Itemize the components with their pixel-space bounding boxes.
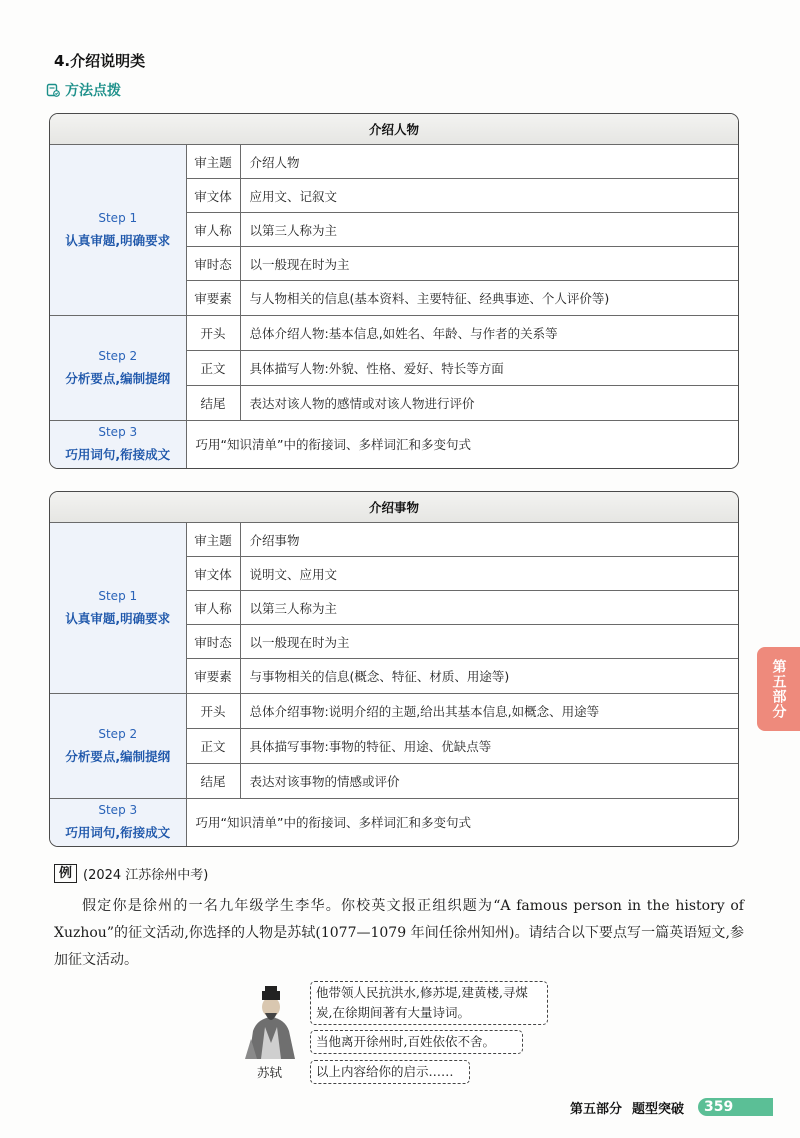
step-cell bbox=[50, 799, 186, 846]
footer-part: 第五部分 bbox=[570, 1101, 623, 1117]
row-key: 审要素 bbox=[186, 281, 240, 316]
row-key: 结尾 bbox=[186, 386, 240, 421]
row-value: 具体描写事物:事物的特征、用途、优缺点等 bbox=[240, 729, 738, 764]
step-cell bbox=[50, 316, 186, 421]
table-title: 介绍人物 bbox=[50, 114, 738, 145]
method-heading bbox=[46, 80, 121, 100]
hint-box: 当他离开徐州时,百姓依依不舍。 bbox=[310, 1030, 523, 1054]
page-footer bbox=[570, 1097, 773, 1117]
row-value: 以一般现在时为主 bbox=[240, 625, 738, 659]
su-shi-portrait bbox=[243, 983, 299, 1059]
person-intro-table bbox=[49, 113, 739, 469]
row-key: 审文体 bbox=[186, 557, 240, 591]
section-heading: 4.介绍说明类 bbox=[54, 52, 146, 70]
portrait-name: 苏轼 bbox=[257, 1065, 283, 1080]
object-intro-table bbox=[49, 491, 739, 847]
row-value: 表达对该事物的情感或评价 bbox=[240, 764, 738, 799]
row-value: 与人物相关的信息(基本资料、主要特征、经典事迹、个人评价等) bbox=[240, 281, 738, 316]
step-desc: 分析要点,编制提纲 bbox=[65, 371, 171, 386]
row-key: 正文 bbox=[186, 351, 240, 386]
step-label: Step 1 bbox=[98, 211, 138, 225]
example-tag: 例 bbox=[54, 864, 77, 883]
row-key: 结尾 bbox=[186, 764, 240, 799]
row-key: 开头 bbox=[186, 694, 240, 729]
section-side-tab[interactable]: 第五部分 bbox=[757, 647, 800, 731]
row-value: 具体描写人物:外貌、性格、爱好、特长等方面 bbox=[240, 351, 738, 386]
row-value: 以第三人称为主 bbox=[240, 213, 738, 247]
row-value: 总体介绍人物:基本信息,如姓名、年龄、与作者的关系等 bbox=[240, 316, 738, 351]
step-label: Step 2 bbox=[98, 727, 138, 741]
step-cell bbox=[50, 145, 186, 316]
row-value: 说明文、应用文 bbox=[240, 557, 738, 591]
step-desc: 分析要点,编制提纲 bbox=[65, 749, 171, 764]
row-value: 应用文、记叙文 bbox=[240, 179, 738, 213]
row-value: 以一般现在时为主 bbox=[240, 247, 738, 281]
row-value: 以第三人称为主 bbox=[240, 591, 738, 625]
row-value: 巧用“知识清单”中的衔接词、多样词汇和多变句式 bbox=[186, 421, 738, 468]
step-cell bbox=[50, 523, 186, 694]
row-key: 审文体 bbox=[186, 179, 240, 213]
row-key: 审人称 bbox=[186, 591, 240, 625]
example-prompt: 假定你是徐州的一名九年级学生李华。你校英文报正组织题为“A famous person in the history of Xuzhou”的征文活动,你选择的人物是苏轼(1077—1079 年间任徐州知州)。请结合以下要点写一篇英语短文,参加征文活动。 bbox=[54, 898, 744, 968]
row-value: 与事物相关的信息(概念、特征、材质、用途等) bbox=[240, 659, 738, 694]
example-header bbox=[54, 864, 208, 883]
step-label: Step 1 bbox=[98, 589, 138, 603]
example-source: (2024 江苏徐州中考) bbox=[83, 868, 209, 883]
row-key: 审人称 bbox=[186, 213, 240, 247]
step-label: Step 2 bbox=[98, 349, 138, 363]
row-key: 审时态 bbox=[186, 247, 240, 281]
row-key: 审时态 bbox=[186, 625, 240, 659]
step-desc: 巧用词句,衔接成文 bbox=[65, 825, 171, 841]
page-number: 359 bbox=[698, 1098, 773, 1116]
row-value: 介绍事物 bbox=[240, 523, 738, 557]
step-label: Step 3 bbox=[98, 425, 138, 440]
step-desc: 认真审题,明确要求 bbox=[65, 611, 171, 626]
row-value: 介绍人物 bbox=[240, 145, 738, 179]
row-value: 总体介绍事物:说明介绍的主题,给出其基本信息,如概念、用途等 bbox=[240, 694, 738, 729]
notepad-check-icon bbox=[46, 83, 60, 97]
hint-box: 他带领人民抗洪水,修苏堤,建黄楼,寻煤炭,在徐期间著有大量诗词。 bbox=[310, 981, 548, 1025]
step-label: Step 3 bbox=[98, 803, 138, 818]
footer-section: 题型突破 bbox=[632, 1101, 685, 1117]
row-value: 表达对该人物的感情或对该人物进行评价 bbox=[240, 386, 738, 421]
step-desc: 认真审题,明确要求 bbox=[65, 233, 171, 248]
step-cell bbox=[50, 694, 186, 799]
table-title: 介绍事物 bbox=[50, 492, 738, 523]
step-cell bbox=[50, 421, 186, 468]
method-heading-label: 方法点拨 bbox=[65, 83, 121, 99]
hint-box: 以上内容给你的启示…… bbox=[310, 1060, 470, 1084]
row-key: 审要素 bbox=[186, 659, 240, 694]
row-key: 审主题 bbox=[186, 523, 240, 557]
step-desc: 巧用词句,衔接成文 bbox=[65, 447, 171, 463]
row-key: 审主题 bbox=[186, 145, 240, 179]
row-key: 正文 bbox=[186, 729, 240, 764]
row-key: 开头 bbox=[186, 316, 240, 351]
row-value: 巧用“知识清单”中的衔接词、多样词汇和多变句式 bbox=[186, 799, 738, 846]
